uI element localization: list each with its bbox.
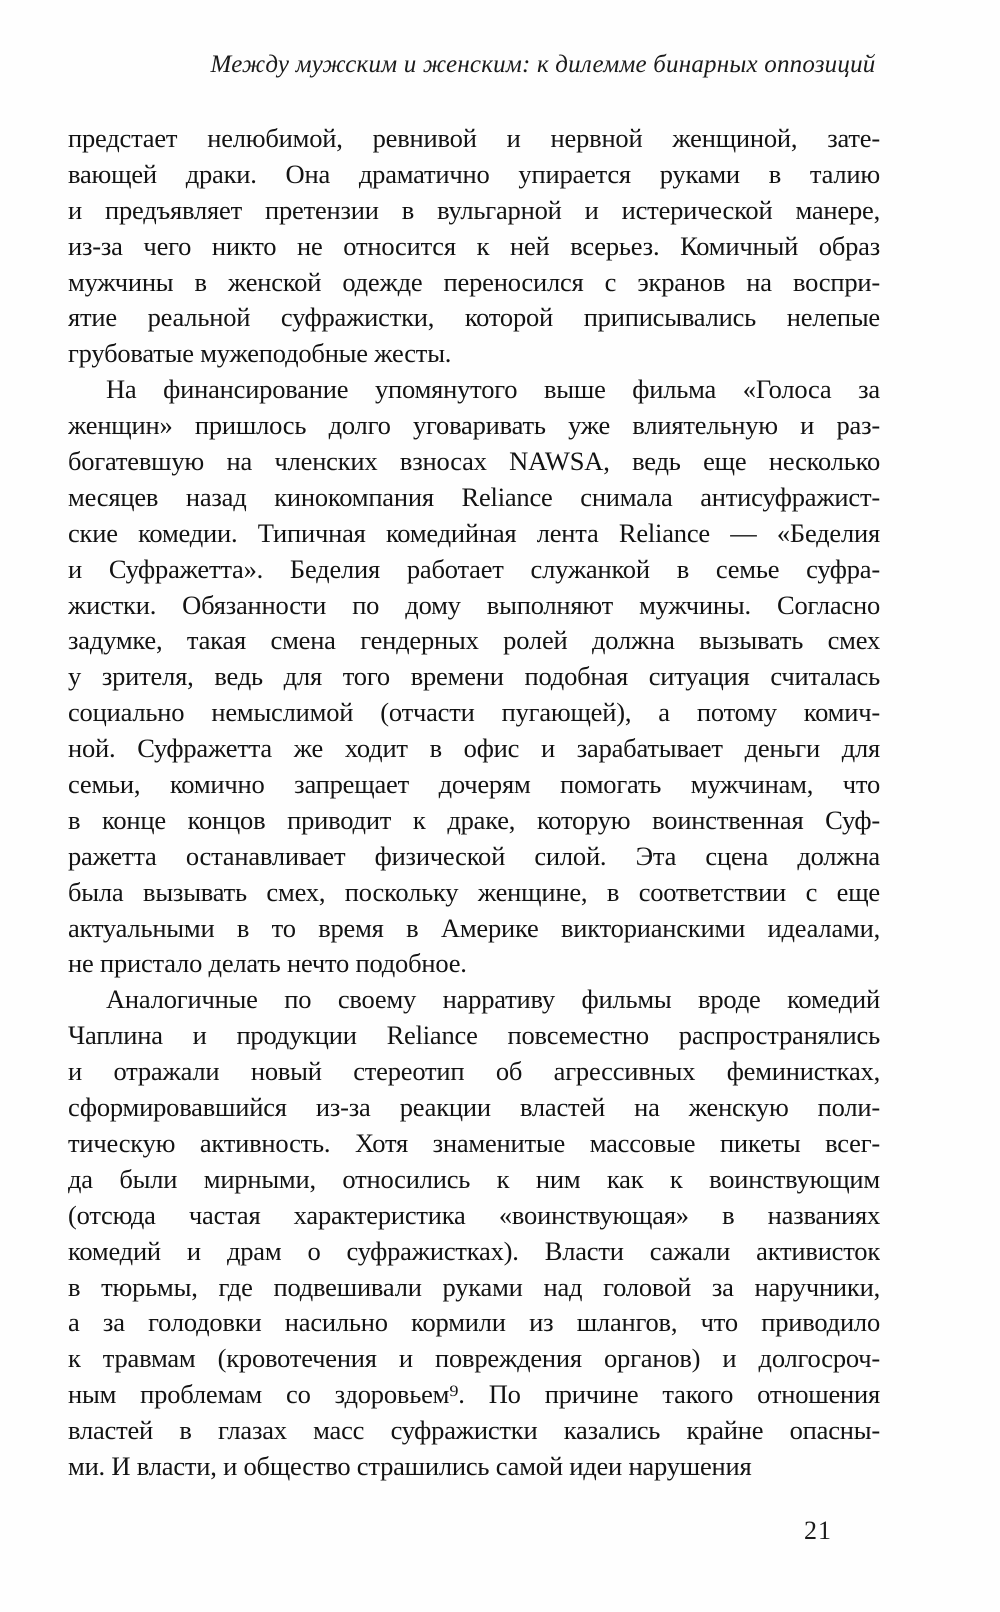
- text-line: женщин» пришлось долго уговаривать уже влиятельную и раз-: [68, 410, 880, 441]
- text-line: властей в глазах масс суфражистки казались крайне опасны-: [68, 1415, 880, 1446]
- text-line: из-за чего никто не относится к ней всерьез. Комичный образ: [68, 230, 880, 261]
- body-text: [68, 121, 880, 1485]
- text-line: сформировавшийся из-за реакции властей на женскую поли-: [68, 1092, 880, 1123]
- text-line: ным проблемам со здоровьем⁹. По причине такого отношения: [68, 1379, 880, 1410]
- paragraph: [68, 121, 880, 372]
- text-line: ятие реальной суфражистки, которой приписывались нелепые: [68, 302, 880, 333]
- page-number: 21: [804, 1516, 832, 1545]
- text-line: грубоватые мужеподобные жесты.: [68, 338, 452, 369]
- text-line: к травмам (кровотечения и повреждения органов) и долгосроч-: [68, 1343, 880, 1374]
- text-line: в тюрьмы, где подвешивали руками над головой за наручники,: [68, 1271, 880, 1302]
- text-line: актуальными в то время в Америке викторианскими идеалами,: [68, 912, 880, 943]
- text-line: ной. Суфражетта же ходит в офис и зарабатывает деньги для: [68, 733, 880, 764]
- text-line: была вызывать смех, поскольку женщине, в соответствии с еще: [68, 876, 880, 907]
- text-line: тическую активность. Хотя знаменитые массовые пикеты всег-: [68, 1127, 880, 1158]
- text-line: жистки. Обязанности по дому выполняют мужчины. Согласно: [68, 589, 880, 620]
- running-head: Между мужским и женским: к дилемме бинарных оппозиций: [210, 51, 876, 78]
- text-line: (отсюда частая характеристика «воинствующая» в названиях: [68, 1199, 880, 1230]
- text-line: богатевшую на членских взносах NAWSA, ведь еще несколько: [68, 446, 880, 477]
- text-line: месяцев назад кинокомпания Reliance снимала антисуфражист-: [68, 481, 880, 512]
- text-line: в конце концов приводит к драке, которую воинственная Суф-: [68, 804, 880, 835]
- text-line: вающей драки. Она драматично упирается руками в талию: [68, 158, 880, 189]
- text-line: и отражали новый стереотип об агрессивных феминистках,: [68, 1056, 880, 1087]
- text-line: и Суфражетта». Беделия работает служанкой в семье суфра-: [68, 553, 880, 584]
- text-line: предстает нелюбимой, ревнивой и нервной женщиной, зате-: [68, 123, 880, 153]
- text-line: социально немыслимой (отчасти пугающей), а потому комич-: [68, 697, 880, 728]
- text-line: у зрителя, ведь для того времени подобная ситуация считалась: [68, 661, 880, 692]
- text-line: и предъявляет претензии в вульгарной и истерической манере,: [68, 194, 880, 225]
- text-line: задумке, такая смена гендерных ролей должна вызывать смех: [68, 625, 880, 656]
- text-line: комедий и драм о суфражистках). Власти сажали активисток: [68, 1235, 880, 1266]
- paragraph: [68, 372, 880, 982]
- text-line: не пристало делать нечто подобное.: [68, 948, 467, 979]
- text-line: ражетта останавливает физической силой. Эта сцена должна: [68, 840, 880, 871]
- text-line: Аналогичные по своему нарративу фильмы вроде комедий: [106, 984, 880, 1015]
- text-line: семьи, комично запрещает дочерям помогать мужчинам, что: [68, 769, 880, 800]
- paragraph: [68, 982, 880, 1484]
- text-line: ские комедии. Типичная комедийная лента Reliance — «Беделия: [68, 517, 880, 548]
- text-line: мужчины в женской одежде переносился с экранов на воспри-: [68, 266, 880, 297]
- text-line: а за голодовки насильно кормили из шлангов, что приводило: [68, 1307, 880, 1338]
- text-line: На финансирование упомянутого выше фильма «Голоса за: [106, 374, 880, 405]
- text-line: да были мирными, относились к ним как к воинствующим: [68, 1163, 880, 1194]
- text-line: Чаплина и продукции Reliance повсеместно распространялись: [68, 1020, 880, 1051]
- text-line: ми. И власти, и общество страшились самой идеи нарушения: [68, 1450, 752, 1481]
